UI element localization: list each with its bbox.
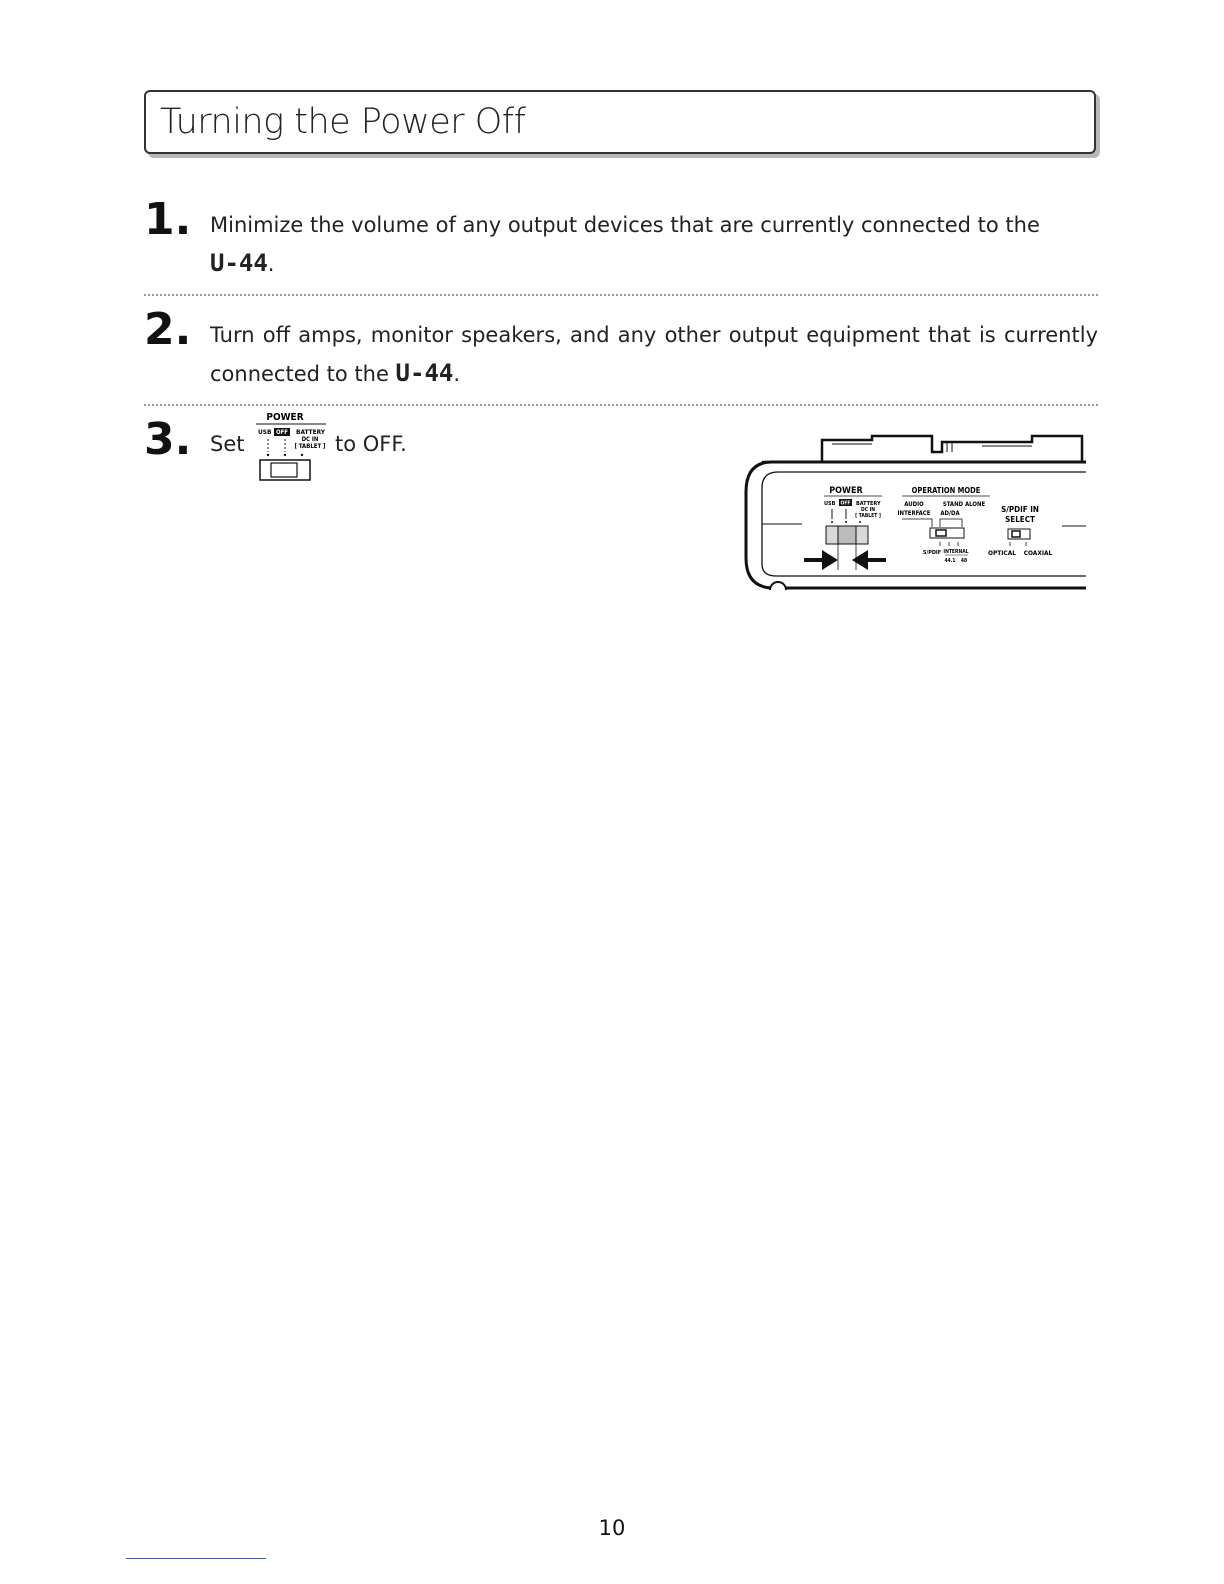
step-2-suffix: .	[453, 362, 461, 386]
step-1-number: 1.	[144, 194, 192, 245]
section-title-box	[144, 90, 1096, 154]
device-internal-label: INTERNAL	[943, 549, 969, 555]
device-panel-illustration	[742, 432, 1088, 598]
switch-icon-dcin: DC IN	[301, 436, 319, 443]
step-3-pre: Set	[210, 432, 245, 456]
device-audio-label: AUDIO	[904, 501, 924, 508]
device-dcin-label: DC IN	[860, 507, 876, 513]
device-standalone-label: STAND ALONE	[942, 501, 986, 508]
device-usb-label: USB	[824, 501, 836, 507]
device-opmode-label: OPERATION MODE	[911, 486, 981, 495]
switch-icon-off: OFF	[276, 429, 288, 436]
footer-link-underline	[126, 1558, 266, 1559]
switch-icon-title: POWER	[266, 412, 304, 423]
device-rate-48: 48	[960, 558, 968, 564]
device-tablet-label: [ TABLET ]	[855, 513, 881, 519]
page-title: Turning the Power Off	[160, 102, 526, 142]
device-interface-label: INTERFACE	[897, 510, 931, 517]
power-switch-icon	[254, 408, 330, 484]
step-2-text	[210, 316, 1098, 393]
step-2-body: Turn off amps, monitor speakers, and any other output equipment that is currently connected to the	[210, 323, 1098, 386]
step-1-suffix: .	[267, 252, 275, 276]
device-power-label: POWER	[829, 486, 863, 496]
switch-icon-usb: USB	[258, 428, 272, 436]
step-2-number: 2.	[144, 304, 192, 355]
divider	[144, 404, 1098, 406]
step-3-post: to OFF.	[335, 432, 407, 456]
step-3-number: 3.	[144, 414, 192, 465]
device-select-label: SELECT	[1005, 515, 1035, 524]
step-1-text	[210, 206, 1098, 283]
page-number: 10	[598, 1516, 626, 1540]
device-rate-441: 44.1	[944, 558, 956, 564]
step-1-brand: U-44	[210, 249, 268, 277]
step-1-body: Minimize the volume of any output devices that are currently connected to the	[210, 213, 1040, 237]
device-spdifin-label: S/PDIF IN	[1001, 505, 1039, 514]
step-2-brand: U-44	[395, 359, 454, 387]
device-off-label: OFF	[840, 500, 851, 507]
device-spdif-label: S/PDIF	[922, 550, 942, 556]
device-optical-label: OPTICAL	[988, 549, 1016, 557]
switch-icon-battery: BATTERY	[296, 428, 325, 436]
divider	[144, 294, 1098, 296]
device-adda-label: AD/DA	[940, 510, 960, 517]
device-coaxial-label: COAXIAL	[1023, 549, 1053, 557]
switch-icon-tablet: [ TABLET ]	[294, 443, 326, 450]
device-battery-label: BATTERY	[856, 501, 881, 507]
